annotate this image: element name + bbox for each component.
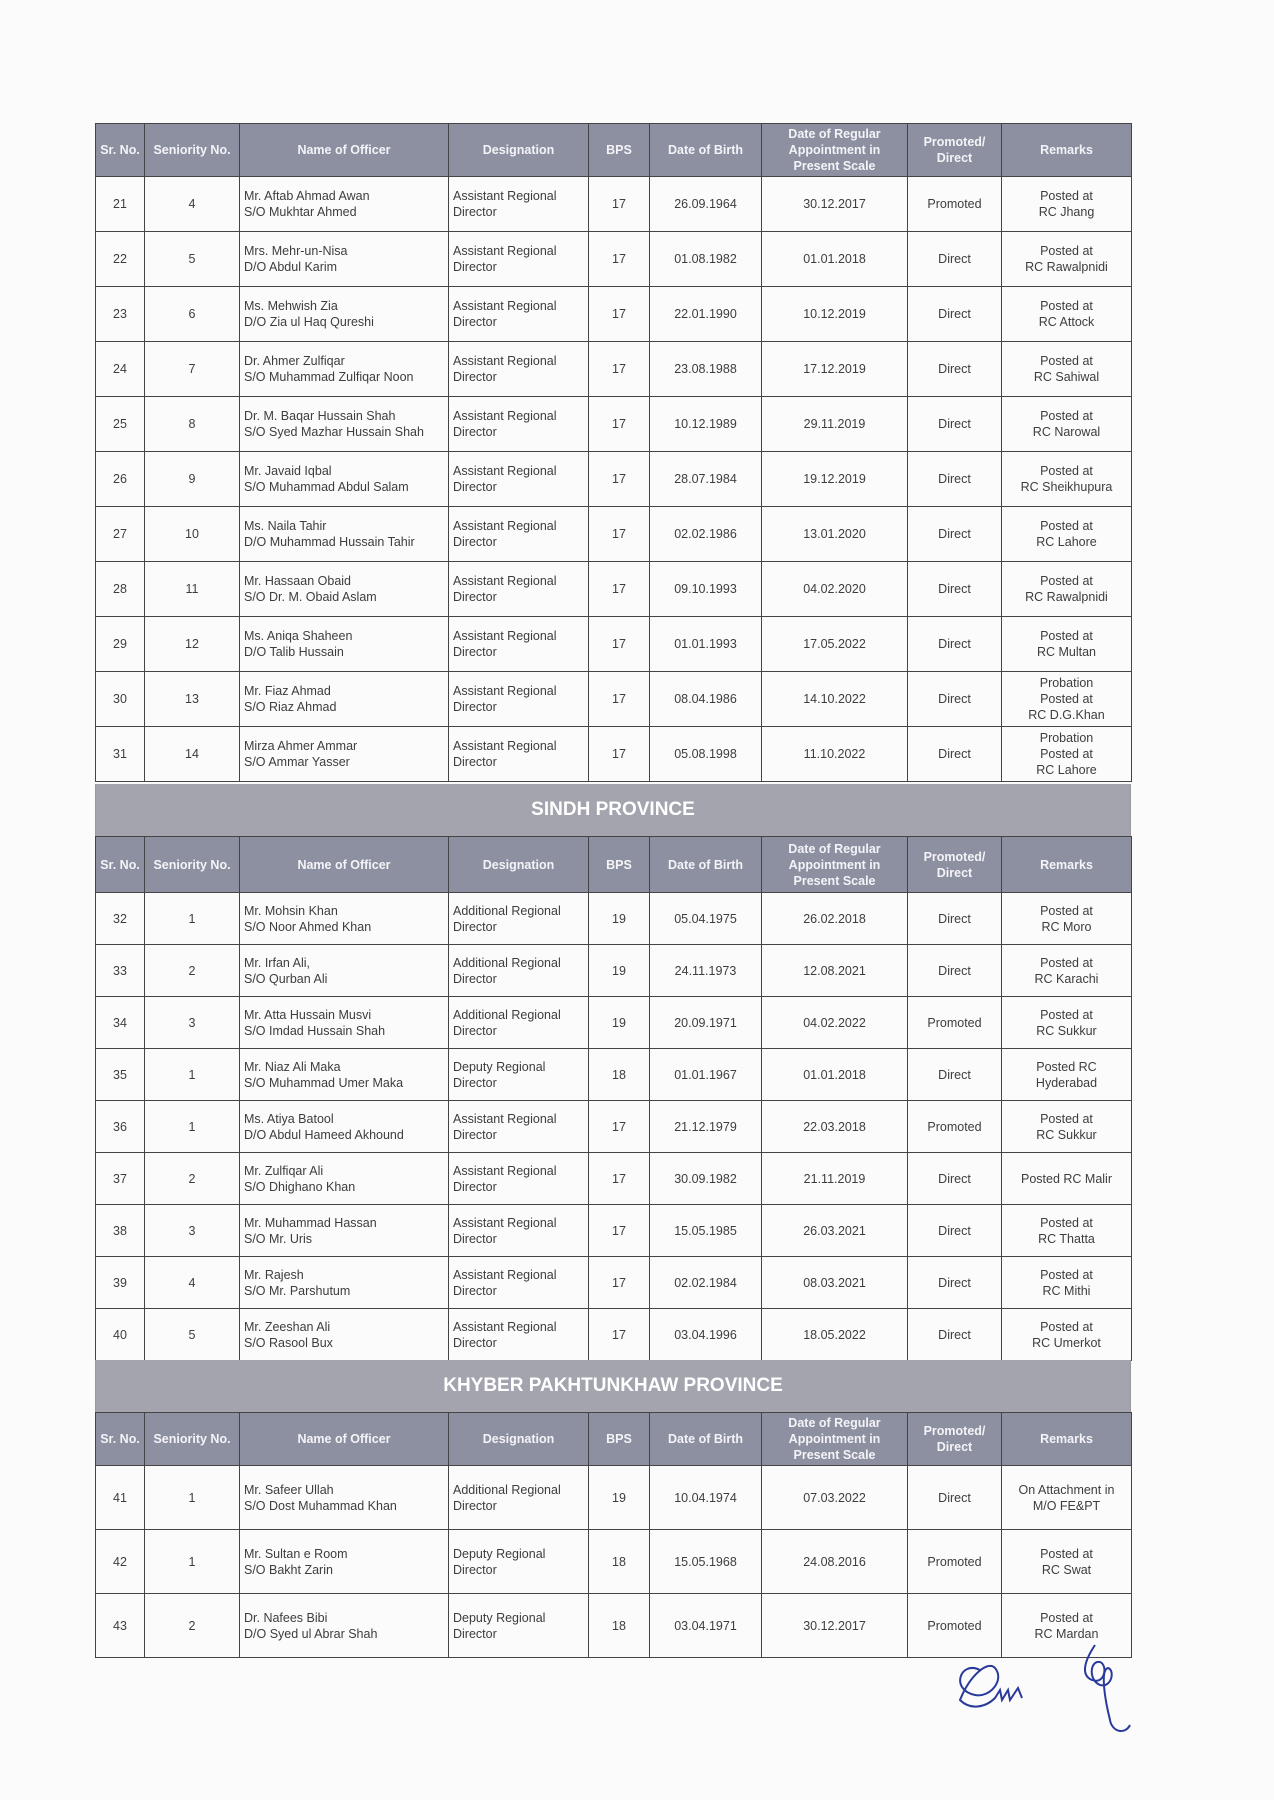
cell-designation: Additional Regional Director <box>449 1466 589 1530</box>
table-row <box>96 1594 1132 1658</box>
section-punjab <box>95 123 1131 782</box>
cell-seniority-no: 2 <box>145 1594 240 1658</box>
table-row <box>96 997 1132 1049</box>
column-header-bps: BPS <box>589 124 650 177</box>
cell-appointment-date: 22.03.2018 <box>762 1101 908 1153</box>
cell-date-of-birth: 28.07.1984 <box>650 452 762 507</box>
table-row <box>96 1205 1132 1257</box>
cell-remarks: Probation Posted at RC D.G.Khan <box>1002 672 1132 727</box>
column-header-remarks: Remarks <box>1002 837 1132 893</box>
cell-seniority-no: 1 <box>145 1101 240 1153</box>
cell-designation: Assistant Regional Director <box>449 342 589 397</box>
cell-bps: 17 <box>589 617 650 672</box>
cell-bps: 17 <box>589 452 650 507</box>
cell-designation: Assistant Regional Director <box>449 177 589 232</box>
cell-designation: Assistant Regional Director <box>449 672 589 727</box>
cell-seniority-no: 1 <box>145 1530 240 1594</box>
cell-appointment-date: 24.08.2016 <box>762 1530 908 1594</box>
cell-appointment-date: 10.12.2019 <box>762 287 908 342</box>
column-header-promoted-direct: Promoted/ Direct <box>908 124 1002 177</box>
cell-remarks: Posted at RC Sukkur <box>1002 997 1132 1049</box>
column-header-remarks: Remarks <box>1002 1413 1132 1466</box>
table-row <box>96 672 1132 727</box>
column-header-designation: Designation <box>449 837 589 893</box>
cell-remarks: Posted at RC Lahore <box>1002 507 1132 562</box>
cell-seniority-no: 14 <box>145 727 240 782</box>
cell-appointment-date: 07.03.2022 <box>762 1466 908 1530</box>
cell-bps: 17 <box>589 287 650 342</box>
cell-remarks: Posted RC Malir <box>1002 1153 1132 1205</box>
column-header-appointment-date: Date of Regular Appointment in Present Scale <box>762 1413 908 1466</box>
signature-2 <box>1070 1640 1140 1740</box>
column-header-appointment-date: Date of Regular Appointment in Present Scale <box>762 837 908 893</box>
column-header-designation: Designation <box>449 1413 589 1466</box>
cell-promoted-direct: Promoted <box>908 1594 1002 1658</box>
cell-bps: 17 <box>589 177 650 232</box>
cell-sr-no: 25 <box>96 397 145 452</box>
cell-seniority-no: 5 <box>145 232 240 287</box>
signature-1 <box>950 1650 1040 1715</box>
cell-promoted-direct: Direct <box>908 1309 1002 1361</box>
cell-bps: 19 <box>589 997 650 1049</box>
cell-seniority-no: 8 <box>145 397 240 452</box>
cell-appointment-date: 26.03.2021 <box>762 1205 908 1257</box>
cell-designation: Deputy Regional Director <box>449 1049 589 1101</box>
cell-seniority-no: 11 <box>145 562 240 617</box>
column-header-sr-no: Sr. No. <box>96 1413 145 1466</box>
cell-date-of-birth: 22.01.1990 <box>650 287 762 342</box>
cell-seniority-no: 1 <box>145 1466 240 1530</box>
cell-officer-name: Mr. Zulfiqar Ali S/O Dhighano Khan <box>240 1153 449 1205</box>
cell-appointment-date: 04.02.2022 <box>762 997 908 1049</box>
cell-promoted-direct: Promoted <box>908 997 1002 1049</box>
column-header-promoted-direct: Promoted/ Direct <box>908 1413 1002 1466</box>
cell-designation: Deputy Regional Director <box>449 1594 589 1658</box>
cell-remarks: Probation Posted at RC Lahore <box>1002 727 1132 782</box>
cell-date-of-birth: 15.05.1968 <box>650 1530 762 1594</box>
cell-appointment-date: 01.01.2018 <box>762 232 908 287</box>
cell-appointment-date: 21.11.2019 <box>762 1153 908 1205</box>
table-row <box>96 177 1132 232</box>
cell-date-of-birth: 03.04.1971 <box>650 1594 762 1658</box>
cell-bps: 17 <box>589 1257 650 1309</box>
cell-sr-no: 27 <box>96 507 145 562</box>
cell-designation: Assistant Regional Director <box>449 1309 589 1361</box>
table-row <box>96 727 1132 782</box>
column-header-designation: Designation <box>449 124 589 177</box>
cell-promoted-direct: Promoted <box>908 1101 1002 1153</box>
column-header-officer-name: Name of Officer <box>240 124 449 177</box>
column-header-sr-no: Sr. No. <box>96 124 145 177</box>
cell-remarks: Posted at RC Mithi <box>1002 1257 1132 1309</box>
cell-designation: Assistant Regional Director <box>449 1205 589 1257</box>
cell-appointment-date: 18.05.2022 <box>762 1309 908 1361</box>
cell-appointment-date: 11.10.2022 <box>762 727 908 782</box>
cell-remarks: Posted at RC Swat <box>1002 1530 1132 1594</box>
cell-bps: 17 <box>589 672 650 727</box>
cell-promoted-direct: Direct <box>908 945 1002 997</box>
cell-officer-name: Mr. Zeeshan Ali S/O Rasool Bux <box>240 1309 449 1361</box>
column-header-bps: BPS <box>589 1413 650 1466</box>
cell-sr-no: 35 <box>96 1049 145 1101</box>
cell-bps: 17 <box>589 507 650 562</box>
cell-promoted-direct: Direct <box>908 1466 1002 1530</box>
cell-remarks: Posted at RC Sahiwal <box>1002 342 1132 397</box>
officers-table <box>95 1412 1132 1658</box>
cell-officer-name: Ms. Naila Tahir D/O Muhammad Hussain Tahir <box>240 507 449 562</box>
column-header-sr-no: Sr. No. <box>96 837 145 893</box>
cell-remarks: Posted at RC Multan <box>1002 617 1132 672</box>
table-row <box>96 945 1132 997</box>
cell-sr-no: 30 <box>96 672 145 727</box>
cell-officer-name: Mrs. Mehr-un-Nisa D/O Abdul Karim <box>240 232 449 287</box>
cell-bps: 18 <box>589 1530 650 1594</box>
column-header-officer-name: Name of Officer <box>240 837 449 893</box>
cell-sr-no: 29 <box>96 617 145 672</box>
cell-designation: Assistant Regional Director <box>449 452 589 507</box>
cell-promoted-direct: Direct <box>908 397 1002 452</box>
cell-sr-no: 32 <box>96 893 145 945</box>
cell-designation: Assistant Regional Director <box>449 507 589 562</box>
cell-date-of-birth: 15.05.1985 <box>650 1205 762 1257</box>
cell-sr-no: 22 <box>96 232 145 287</box>
cell-date-of-birth: 30.09.1982 <box>650 1153 762 1205</box>
cell-appointment-date: 08.03.2021 <box>762 1257 908 1309</box>
cell-sr-no: 42 <box>96 1530 145 1594</box>
cell-promoted-direct: Direct <box>908 287 1002 342</box>
cell-promoted-direct: Direct <box>908 727 1002 782</box>
cell-date-of-birth: 01.08.1982 <box>650 232 762 287</box>
table-header-row <box>96 837 1132 893</box>
cell-date-of-birth: 24.11.1973 <box>650 945 762 997</box>
cell-date-of-birth: 05.08.1998 <box>650 727 762 782</box>
column-header-remarks: Remarks <box>1002 124 1132 177</box>
cell-date-of-birth: 05.04.1975 <box>650 893 762 945</box>
cell-seniority-no: 1 <box>145 1049 240 1101</box>
column-header-seniority-no: Seniority No. <box>145 837 240 893</box>
cell-sr-no: 26 <box>96 452 145 507</box>
cell-bps: 18 <box>589 1594 650 1658</box>
cell-appointment-date: 29.11.2019 <box>762 397 908 452</box>
cell-seniority-no: 5 <box>145 1309 240 1361</box>
cell-officer-name: Mr. Safeer Ullah S/O Dost Muhammad Khan <box>240 1466 449 1530</box>
cell-date-of-birth: 09.10.1993 <box>650 562 762 617</box>
cell-officer-name: Mr. Javaid Iqbal S/O Muhammad Abdul Salam <box>240 452 449 507</box>
column-header-seniority-no: Seniority No. <box>145 124 240 177</box>
cell-promoted-direct: Direct <box>908 342 1002 397</box>
cell-seniority-no: 2 <box>145 945 240 997</box>
cell-designation: Additional Regional Director <box>449 997 589 1049</box>
cell-date-of-birth: 20.09.1971 <box>650 997 762 1049</box>
cell-designation: Assistant Regional Director <box>449 1101 589 1153</box>
cell-bps: 17 <box>589 562 650 617</box>
cell-bps: 17 <box>589 727 650 782</box>
cell-designation: Assistant Regional Director <box>449 727 589 782</box>
table-row <box>96 1049 1132 1101</box>
cell-sr-no: 39 <box>96 1257 145 1309</box>
cell-officer-name: Mr. Hassaan Obaid S/O Dr. M. Obaid Aslam <box>240 562 449 617</box>
cell-date-of-birth: 01.01.1993 <box>650 617 762 672</box>
cell-promoted-direct: Direct <box>908 507 1002 562</box>
cell-designation: Assistant Regional Director <box>449 1257 589 1309</box>
column-header-promoted-direct: Promoted/ Direct <box>908 837 1002 893</box>
cell-seniority-no: 3 <box>145 1205 240 1257</box>
cell-remarks: Posted at RC Rawalpnidi <box>1002 562 1132 617</box>
cell-promoted-direct: Promoted <box>908 1530 1002 1594</box>
cell-sr-no: 36 <box>96 1101 145 1153</box>
cell-bps: 18 <box>589 1049 650 1101</box>
table-row <box>96 232 1132 287</box>
cell-bps: 17 <box>589 397 650 452</box>
cell-remarks: Posted at RC Narowal <box>1002 397 1132 452</box>
cell-designation: Assistant Regional Director <box>449 287 589 342</box>
cell-remarks: Posted at RC Umerkot <box>1002 1309 1132 1361</box>
cell-seniority-no: 4 <box>145 177 240 232</box>
cell-appointment-date: 19.12.2019 <box>762 452 908 507</box>
cell-remarks: Posted at RC Sukkur <box>1002 1101 1132 1153</box>
cell-promoted-direct: Promoted <box>908 177 1002 232</box>
cell-date-of-birth: 10.04.1974 <box>650 1466 762 1530</box>
cell-seniority-no: 9 <box>145 452 240 507</box>
officers-table <box>95 123 1132 782</box>
cell-appointment-date: 12.08.2021 <box>762 945 908 997</box>
cell-remarks: Posted at RC Rawalpnidi <box>1002 232 1132 287</box>
cell-sr-no: 28 <box>96 562 145 617</box>
cell-promoted-direct: Direct <box>908 232 1002 287</box>
cell-promoted-direct: Direct <box>908 452 1002 507</box>
cell-officer-name: Mr. Muhammad Hassan S/O Mr. Uris <box>240 1205 449 1257</box>
cell-remarks: On Attachment in M/O FE&PT <box>1002 1466 1132 1530</box>
cell-remarks: Posted at RC Jhang <box>1002 177 1132 232</box>
cell-seniority-no: 2 <box>145 1153 240 1205</box>
cell-remarks: Posted at RC Moro <box>1002 893 1132 945</box>
cell-sr-no: 24 <box>96 342 145 397</box>
cell-officer-name: Ms. Aniqa Shaheen D/O Talib Hussain <box>240 617 449 672</box>
cell-bps: 19 <box>589 945 650 997</box>
cell-appointment-date: 30.12.2017 <box>762 177 908 232</box>
table-row <box>96 1257 1132 1309</box>
table-row <box>96 342 1132 397</box>
table-row <box>96 1466 1132 1530</box>
cell-sr-no: 31 <box>96 727 145 782</box>
cell-date-of-birth: 10.12.1989 <box>650 397 762 452</box>
cell-remarks: Posted RC Hyderabad <box>1002 1049 1132 1101</box>
column-header-date-of-birth: Date of Birth <box>650 837 762 893</box>
cell-remarks: Posted at RC Attock <box>1002 287 1132 342</box>
table-row <box>96 1309 1132 1361</box>
cell-date-of-birth: 03.04.1996 <box>650 1309 762 1361</box>
cell-officer-name: Mr. Aftab Ahmad Awan S/O Mukhtar Ahmed <box>240 177 449 232</box>
cell-appointment-date: 17.05.2022 <box>762 617 908 672</box>
table-header-row <box>96 124 1132 177</box>
cell-appointment-date: 17.12.2019 <box>762 342 908 397</box>
section-kp <box>95 1360 1131 1658</box>
cell-remarks: Posted at RC Mardan <box>1002 1594 1132 1658</box>
cell-sr-no: 40 <box>96 1309 145 1361</box>
cell-date-of-birth: 02.02.1986 <box>650 507 762 562</box>
cell-designation: Assistant Regional Director <box>449 617 589 672</box>
cell-remarks: Posted at RC Thatta <box>1002 1205 1132 1257</box>
cell-designation: Assistant Regional Director <box>449 1153 589 1205</box>
cell-promoted-direct: Direct <box>908 1205 1002 1257</box>
cell-seniority-no: 3 <box>145 997 240 1049</box>
cell-designation: Assistant Regional Director <box>449 232 589 287</box>
cell-designation: Additional Regional Director <box>449 893 589 945</box>
officers-table <box>95 836 1132 1361</box>
cell-officer-name: Mr. Atta Hussain Musvi S/O Imdad Hussain Shah <box>240 997 449 1049</box>
province-title: SINDH PROVINCE <box>95 784 1131 836</box>
cell-designation: Deputy Regional Director <box>449 1530 589 1594</box>
cell-date-of-birth: 01.01.1967 <box>650 1049 762 1101</box>
cell-date-of-birth: 02.02.1984 <box>650 1257 762 1309</box>
cell-bps: 17 <box>589 1205 650 1257</box>
cell-date-of-birth: 23.08.1988 <box>650 342 762 397</box>
table-row <box>96 617 1132 672</box>
table-header-row <box>96 1413 1132 1466</box>
cell-sr-no: 23 <box>96 287 145 342</box>
cell-designation: Assistant Regional Director <box>449 397 589 452</box>
cell-seniority-no: 1 <box>145 893 240 945</box>
cell-sr-no: 21 <box>96 177 145 232</box>
cell-officer-name: Dr. Nafees Bibi D/O Syed ul Abrar Shah <box>240 1594 449 1658</box>
column-header-appointment-date: Date of Regular Appointment in Present Scale <box>762 124 908 177</box>
cell-promoted-direct: Direct <box>908 893 1002 945</box>
cell-seniority-no: 12 <box>145 617 240 672</box>
cell-seniority-no: 6 <box>145 287 240 342</box>
table-row <box>96 1101 1132 1153</box>
column-header-date-of-birth: Date of Birth <box>650 124 762 177</box>
cell-officer-name: Dr. Ahmer Zulfiqar S/O Muhammad Zulfiqar Noon <box>240 342 449 397</box>
cell-officer-name: Mr. Rajesh S/O Mr. Parshutum <box>240 1257 449 1309</box>
cell-seniority-no: 7 <box>145 342 240 397</box>
cell-bps: 19 <box>589 893 650 945</box>
cell-officer-name: Mr. Irfan Ali, S/O Qurban Ali <box>240 945 449 997</box>
province-title: KHYBER PAKHTUNKHAW PROVINCE <box>95 1360 1131 1412</box>
cell-promoted-direct: Direct <box>908 1153 1002 1205</box>
cell-promoted-direct: Direct <box>908 672 1002 727</box>
table-row <box>96 507 1132 562</box>
table-row <box>96 893 1132 945</box>
cell-bps: 17 <box>589 1153 650 1205</box>
cell-officer-name: Mr. Niaz Ali Maka S/O Muhammad Umer Maka <box>240 1049 449 1101</box>
cell-appointment-date: 30.12.2017 <box>762 1594 908 1658</box>
cell-sr-no: 38 <box>96 1205 145 1257</box>
cell-sr-no: 34 <box>96 997 145 1049</box>
cell-seniority-no: 10 <box>145 507 240 562</box>
column-header-date-of-birth: Date of Birth <box>650 1413 762 1466</box>
cell-date-of-birth: 21.12.1979 <box>650 1101 762 1153</box>
table-row <box>96 1530 1132 1594</box>
cell-seniority-no: 4 <box>145 1257 240 1309</box>
table-row <box>96 452 1132 507</box>
cell-officer-name: Ms. Mehwish Zia D/O Zia ul Haq Qureshi <box>240 287 449 342</box>
table-row <box>96 1153 1132 1205</box>
cell-appointment-date: 13.01.2020 <box>762 507 908 562</box>
column-header-bps: BPS <box>589 837 650 893</box>
cell-bps: 19 <box>589 1466 650 1530</box>
cell-remarks: Posted at RC Sheikhupura <box>1002 452 1132 507</box>
cell-promoted-direct: Direct <box>908 562 1002 617</box>
cell-bps: 17 <box>589 1309 650 1361</box>
cell-appointment-date: 14.10.2022 <box>762 672 908 727</box>
cell-bps: 17 <box>589 1101 650 1153</box>
cell-designation: Assistant Regional Director <box>449 562 589 617</box>
cell-remarks: Posted at RC Karachi <box>1002 945 1132 997</box>
cell-sr-no: 37 <box>96 1153 145 1205</box>
column-header-seniority-no: Seniority No. <box>145 1413 240 1466</box>
cell-appointment-date: 26.02.2018 <box>762 893 908 945</box>
cell-officer-name: Mr. Fiaz Ahmad S/O Riaz Ahmad <box>240 672 449 727</box>
cell-seniority-no: 13 <box>145 672 240 727</box>
cell-sr-no: 33 <box>96 945 145 997</box>
section-sindh <box>95 784 1131 1361</box>
column-header-officer-name: Name of Officer <box>240 1413 449 1466</box>
cell-sr-no: 41 <box>96 1466 145 1530</box>
cell-officer-name: Mr. Mohsin Khan S/O Noor Ahmed Khan <box>240 893 449 945</box>
cell-designation: Additional Regional Director <box>449 945 589 997</box>
cell-bps: 17 <box>589 342 650 397</box>
table-row <box>96 397 1132 452</box>
cell-officer-name: Mirza Ahmer Ammar S/O Ammar Yasser <box>240 727 449 782</box>
cell-promoted-direct: Direct <box>908 617 1002 672</box>
cell-appointment-date: 01.01.2018 <box>762 1049 908 1101</box>
table-row <box>96 562 1132 617</box>
cell-officer-name: Dr. M. Baqar Hussain Shah S/O Syed Mazhar Hussain Shah <box>240 397 449 452</box>
cell-promoted-direct: Direct <box>908 1049 1002 1101</box>
cell-date-of-birth: 26.09.1964 <box>650 177 762 232</box>
table-row <box>96 287 1132 342</box>
cell-officer-name: Mr. Sultan e Room S/O Bakht Zarin <box>240 1530 449 1594</box>
cell-promoted-direct: Direct <box>908 1257 1002 1309</box>
cell-date-of-birth: 08.04.1986 <box>650 672 762 727</box>
cell-bps: 17 <box>589 232 650 287</box>
cell-sr-no: 43 <box>96 1594 145 1658</box>
cell-officer-name: Ms. Atiya Batool D/O Abdul Hameed Akhound <box>240 1101 449 1153</box>
cell-appointment-date: 04.02.2020 <box>762 562 908 617</box>
